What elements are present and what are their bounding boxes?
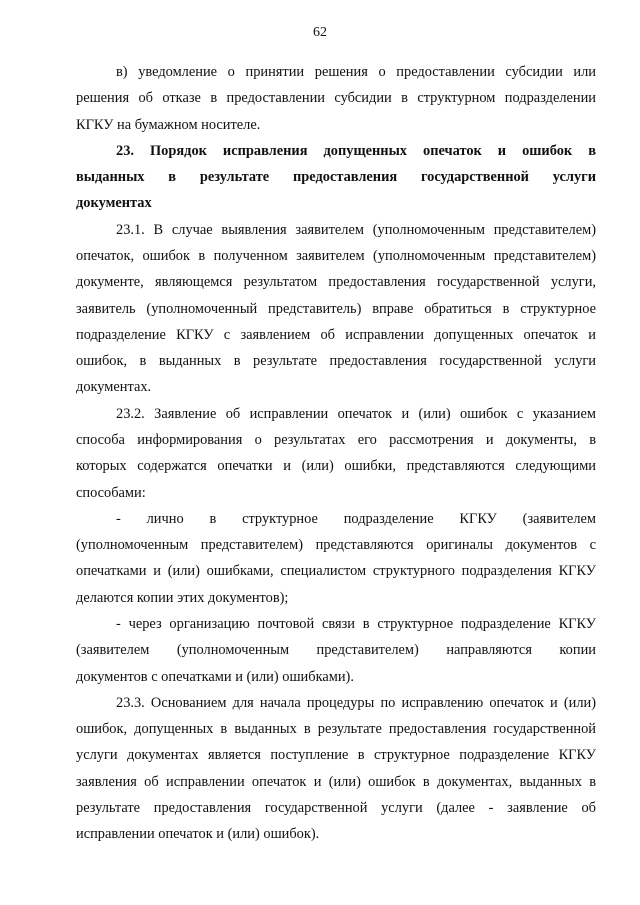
text-line: КГКУ на бумажном носителе. — [76, 117, 261, 133]
page-number: 62 — [313, 25, 327, 40]
text-line: ошибок, допущенных в выданных в результате предоставления государственной — [76, 721, 596, 737]
text-line: подразделение КГКУ с заявлением об исправлении допущенных опечаток и — [76, 327, 596, 343]
text-line: (заявителем (уполномоченным представителем) направляются копии — [76, 642, 596, 658]
text-line: - через организацию почтовой связи в структурное подразделение КГКУ — [116, 616, 596, 632]
text-line: решения об отказе в предоставлении субсидии в структурном подразделении — [76, 90, 596, 106]
text-line: 23.2. Заявление об исправлении опечаток и (или) ошибок с указанием — [116, 406, 596, 422]
text-line: делаются копии этих документов); — [76, 590, 289, 606]
text-line: 23.1. В случае выявления заявителем (уполномоченным представителем) — [116, 222, 596, 238]
text-line: исправлении опечаток и (или) ошибок). — [76, 826, 320, 842]
text-line: способами: — [76, 485, 146, 501]
text-line: (уполномоченным представителем) представляются оригиналы документов с — [76, 537, 596, 553]
text-line: опечаток, ошибок в полученном заявителем (уполномоченным представителем) — [76, 248, 596, 264]
text-line: результате предоставления государственной услуги (далее - заявление об — [76, 800, 596, 816]
text-line: заявления об исправлении опечаток и (или) ошибок в документах, выданных в — [76, 774, 596, 790]
text-line: документах. — [76, 379, 152, 395]
section-heading-line: 23. Порядок исправления допущенных опечаток и ошибок в — [116, 143, 596, 159]
text-line: услуги документах является поступление в структурное подразделение КГКУ — [76, 747, 596, 763]
text-line: 23.3. Основанием для начала процедуры по исправлению опечаток и (или) — [116, 695, 596, 711]
text-line: которых содержатся опечатки и (или) ошибки, представляются следующими — [76, 458, 596, 474]
text-line: документе, являющемся результатом предоставления государственной услуги, — [76, 274, 596, 290]
text-line: опечатками и (или) ошибками, специалистом структурного подразделения КГКУ — [76, 563, 596, 579]
text-line: в) уведомление о принятии решения о предоставлении субсидии или — [116, 64, 596, 80]
text-line: - лично в структурное подразделение КГКУ (заявителем — [116, 511, 596, 527]
section-heading-line: документах — [76, 195, 152, 211]
text-line: способа информирования о результатах его рассмотрения и документы, в — [76, 432, 596, 448]
text-line: ошибок, в выданных в результате предоставления государственной услуги — [76, 353, 596, 369]
section-heading-line: выданных в результате предоставления государственной услуги — [76, 169, 596, 185]
text-line: заявитель (уполномоченный представитель) вправе обратиться в структурное — [76, 301, 596, 317]
text-line: документов с опечатками и (или) ошибками). — [76, 669, 354, 685]
